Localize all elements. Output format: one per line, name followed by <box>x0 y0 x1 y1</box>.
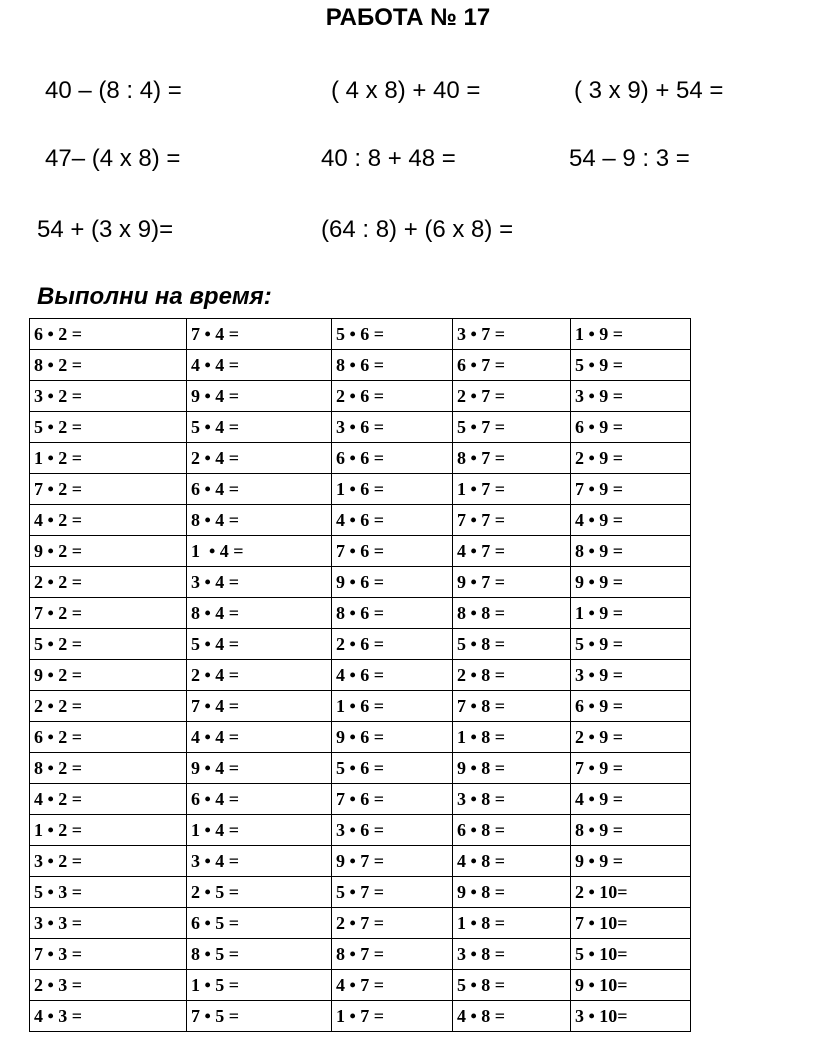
table-cell: 6 • 5 = <box>187 908 332 939</box>
table-cell: 3 • 4 = <box>187 567 332 598</box>
table-cell: 9 • 6 = <box>332 567 453 598</box>
table-cell: 7 • 2 = <box>30 598 187 629</box>
table-cell: 5 • 3 = <box>30 877 187 908</box>
table-cell: 8 • 8 = <box>453 598 571 629</box>
table-cell: 8 • 9 = <box>571 815 691 846</box>
table-cell: 4 • 4 = <box>187 350 332 381</box>
table-cell: 9 • 2 = <box>30 536 187 567</box>
expression-5: 40 : 8 + 48 = <box>321 145 456 172</box>
table-cell: 5 • 2 = <box>30 629 187 660</box>
expression-1: 40 – (8 : 4) = <box>45 77 182 104</box>
table-cell: 4 • 6 = <box>332 505 453 536</box>
table-cell: 4 • 2 = <box>30 505 187 536</box>
table-cell: 1 • 8 = <box>453 908 571 939</box>
table-row <box>30 381 691 412</box>
table-cell: 8 • 9 = <box>571 536 691 567</box>
table-cell: 4 • 9 = <box>571 505 691 536</box>
table-cell: 3 • 7 = <box>453 319 571 350</box>
table-row <box>30 660 691 691</box>
table-cell: 1 • 2 = <box>30 815 187 846</box>
table-cell: 7 • 9 = <box>571 753 691 784</box>
table-cell: 5 • 2 = <box>30 412 187 443</box>
table-cell: 9 • 8 = <box>453 877 571 908</box>
expression-4: 47– (4 х 8) = <box>45 145 181 172</box>
table-cell: 1 • 8 = <box>453 722 571 753</box>
table-cell: 6 • 2 = <box>30 319 187 350</box>
table-cell: 1 • 2 = <box>30 443 187 474</box>
table-cell: 7 • 6 = <box>332 784 453 815</box>
table-cell: 9 • 9 = <box>571 846 691 877</box>
table-cell: 5 • 10= <box>571 939 691 970</box>
table-row <box>30 598 691 629</box>
table-row <box>30 846 691 877</box>
table-cell: 6 • 7 = <box>453 350 571 381</box>
table-cell: 2 • 2 = <box>30 567 187 598</box>
table-cell: 7 • 5 = <box>187 1001 332 1032</box>
table-cell: 7 • 10= <box>571 908 691 939</box>
table-cell: 1 • 6 = <box>332 691 453 722</box>
table-cell: 8 • 7 = <box>453 443 571 474</box>
table-cell: 3 • 6 = <box>332 815 453 846</box>
table-cell: 4 • 7 = <box>453 536 571 567</box>
table-cell: 1 • 7 = <box>453 474 571 505</box>
expression-8: (64 : 8) + (6 х 8) = <box>321 216 514 243</box>
table-cell: 2 • 8 = <box>453 660 571 691</box>
table-row <box>30 784 691 815</box>
table-cell: 5 • 9 = <box>571 350 691 381</box>
multiplication-table <box>29 318 691 1032</box>
table-cell: 9 • 4 = <box>187 381 332 412</box>
table-cell: 3 • 10= <box>571 1001 691 1032</box>
table-cell: 3 • 9 = <box>571 381 691 412</box>
table-cell: 6 • 2 = <box>30 722 187 753</box>
table-cell: 9 • 8 = <box>453 753 571 784</box>
table-cell: 6 • 9 = <box>571 412 691 443</box>
table-cell: 5 • 4 = <box>187 629 332 660</box>
table-cell: 8 • 4 = <box>187 505 332 536</box>
table-cell: 4 • 3 = <box>30 1001 187 1032</box>
table-cell: 2 • 9 = <box>571 722 691 753</box>
table-row <box>30 319 691 350</box>
table-cell: 3 • 6 = <box>332 412 453 443</box>
table-cell: 2 • 6 = <box>332 629 453 660</box>
table-cell: 7 • 4 = <box>187 691 332 722</box>
table-row <box>30 536 691 567</box>
table-cell: 1 • 4 = <box>187 536 332 567</box>
table-cell: 6 • 4 = <box>187 474 332 505</box>
multiplication-table-body <box>30 319 691 1032</box>
table-cell: 2 • 3 = <box>30 970 187 1001</box>
table-cell: 7 • 3 = <box>30 939 187 970</box>
table-cell: 9 • 6 = <box>332 722 453 753</box>
expression-3: ( 3 х 9) + 54 = <box>574 77 724 104</box>
table-cell: 3 • 2 = <box>30 846 187 877</box>
table-cell: 2 • 9 = <box>571 443 691 474</box>
table-cell: 2 • 4 = <box>187 443 332 474</box>
table-cell: 5 • 7 = <box>453 412 571 443</box>
table-cell: 6 • 9 = <box>571 691 691 722</box>
table-row <box>30 474 691 505</box>
expression-2: ( 4 х 8) + 40 = <box>331 77 481 104</box>
table-row <box>30 1001 691 1032</box>
table-row <box>30 815 691 846</box>
table-row <box>30 443 691 474</box>
table-row <box>30 350 691 381</box>
table-cell: 7 • 9 = <box>571 474 691 505</box>
table-cell: 4 • 2 = <box>30 784 187 815</box>
table-row <box>30 877 691 908</box>
table-row <box>30 970 691 1001</box>
table-cell: 1 • 7 = <box>332 1001 453 1032</box>
table-cell: 5 • 7 = <box>332 877 453 908</box>
table-cell: 2 • 4 = <box>187 660 332 691</box>
table-row <box>30 412 691 443</box>
table-cell: 7 • 4 = <box>187 319 332 350</box>
table-cell: 9 • 10= <box>571 970 691 1001</box>
table-cell: 5 • 6 = <box>332 319 453 350</box>
table-row <box>30 505 691 536</box>
table-cell: 5 • 9 = <box>571 629 691 660</box>
expression-6: 54 – 9 : 3 = <box>569 145 690 172</box>
table-row <box>30 939 691 970</box>
table-cell: 5 • 6 = <box>332 753 453 784</box>
table-cell: 4 • 7 = <box>332 970 453 1001</box>
table-cell: 3 • 9 = <box>571 660 691 691</box>
table-cell: 1 • 5 = <box>187 970 332 1001</box>
table-cell: 1 • 6 = <box>332 474 453 505</box>
expression-7: 54 + (3 х 9)= <box>37 216 174 243</box>
table-cell: 5 • 4 = <box>187 412 332 443</box>
table-cell: 6 • 6 = <box>332 443 453 474</box>
table-cell: 5 • 8 = <box>453 970 571 1001</box>
page-title: РАБОТА № 17 <box>325 4 491 31</box>
table-cell: 9 • 2 = <box>30 660 187 691</box>
table-cell: 2 • 2 = <box>30 691 187 722</box>
table-cell: 4 • 8 = <box>453 1001 571 1032</box>
table-cell: 2 • 7 = <box>332 908 453 939</box>
table-cell: 5 • 8 = <box>453 629 571 660</box>
table-cell: 9 • 4 = <box>187 753 332 784</box>
table-cell: 4 • 8 = <box>453 846 571 877</box>
table-cell: 6 • 4 = <box>187 784 332 815</box>
table-cell: 7 • 8 = <box>453 691 571 722</box>
table-cell: 7 • 2 = <box>30 474 187 505</box>
table-cell: 8 • 6 = <box>332 350 453 381</box>
table-cell: 2 • 6 = <box>332 381 453 412</box>
table-cell: 3 • 3 = <box>30 908 187 939</box>
timed-exercise-heading: Выполни на время: <box>37 283 272 310</box>
table-cell: 4 • 9 = <box>571 784 691 815</box>
table-cell: 8 • 6 = <box>332 598 453 629</box>
table-cell: 3 • 2 = <box>30 381 187 412</box>
table-cell: 4 • 4 = <box>187 722 332 753</box>
table-cell: 8 • 5 = <box>187 939 332 970</box>
table-cell: 8 • 2 = <box>30 753 187 784</box>
table-cell: 2 • 7 = <box>453 381 571 412</box>
table-cell: 6 • 8 = <box>453 815 571 846</box>
table-cell: 9 • 9 = <box>571 567 691 598</box>
table-cell: 1 • 9 = <box>571 598 691 629</box>
table-row <box>30 753 691 784</box>
table-row <box>30 722 691 753</box>
table-row <box>30 567 691 598</box>
table-cell: 1 • 9 = <box>571 319 691 350</box>
table-cell: 4 • 6 = <box>332 660 453 691</box>
table-row <box>30 691 691 722</box>
table-cell: 2 • 5 = <box>187 877 332 908</box>
table-cell: 3 • 4 = <box>187 846 332 877</box>
table-row <box>30 629 691 660</box>
table-cell: 3 • 8 = <box>453 939 571 970</box>
table-cell: 8 • 7 = <box>332 939 453 970</box>
table-cell: 9 • 7 = <box>332 846 453 877</box>
table-cell: 2 • 10= <box>571 877 691 908</box>
table-cell: 1 • 4 = <box>187 815 332 846</box>
table-cell: 9 • 7 = <box>453 567 571 598</box>
table-row <box>30 908 691 939</box>
table-cell: 8 • 2 = <box>30 350 187 381</box>
table-cell: 7 • 6 = <box>332 536 453 567</box>
table-cell: 8 • 4 = <box>187 598 332 629</box>
table-cell: 7 • 7 = <box>453 505 571 536</box>
table-cell: 3 • 8 = <box>453 784 571 815</box>
